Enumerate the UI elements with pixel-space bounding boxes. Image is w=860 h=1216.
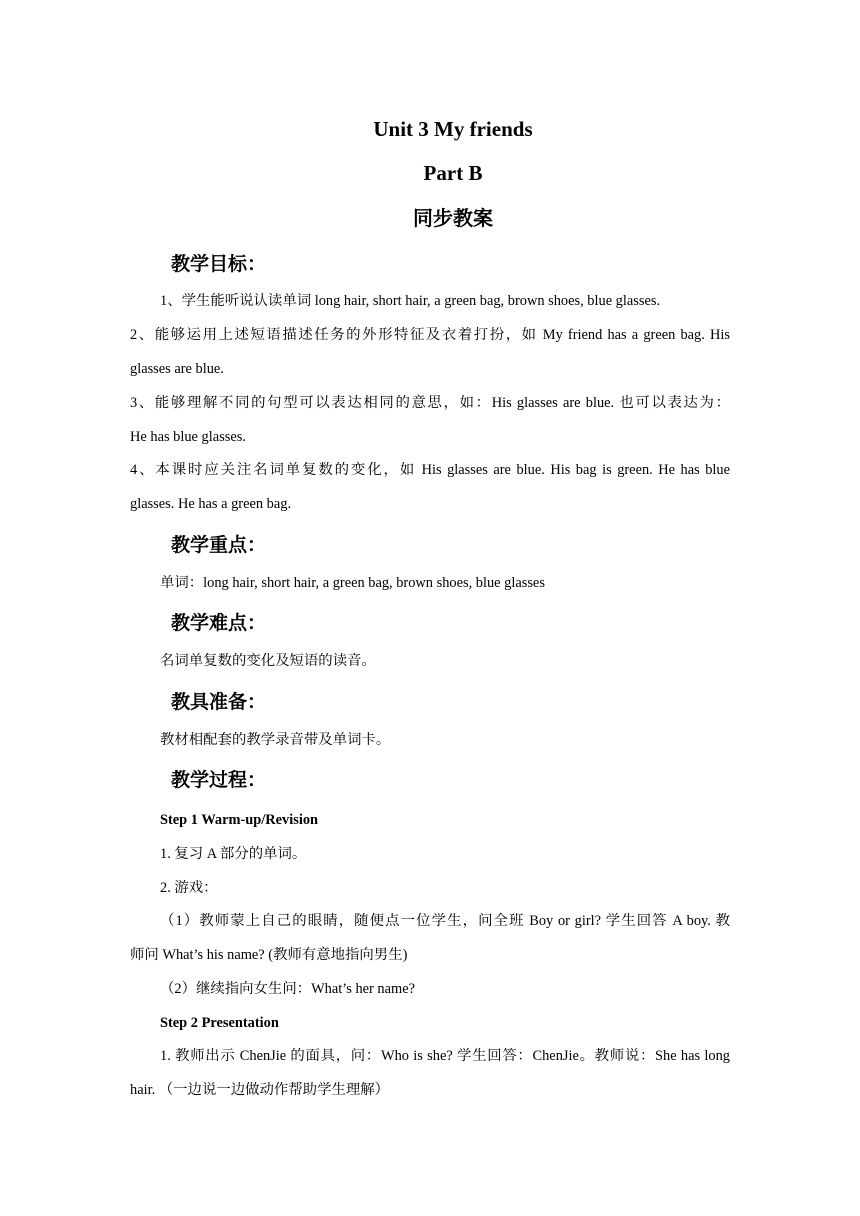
objective-item-4-line-1: 4、本课时应关注名词单复数的变化，如 His glasses are blue. His bag is green. He has blue (130, 462, 730, 478)
objective-item-2-line-1: 2、能够运用上述短语描述任务的外形特征及衣着打扮，如 My friend has a green bag. His (130, 327, 730, 343)
objectives-heading: 教学目标： (171, 253, 267, 275)
objective-item-1: 1、学生能听说认读单词 long hair, short hair, a green bag, brown shoes, blue glasses. (160, 293, 661, 309)
doc-title: Unit 3 My friends (373, 117, 533, 141)
objective-item-2-line-2: glasses are blue. (130, 361, 224, 377)
step-1-title: Step 1 Warm-up/Revision (160, 812, 319, 828)
objective-item-4-line-2: glasses. He has a green bag. (130, 496, 292, 512)
key-points-heading: 教学重点： (171, 534, 267, 556)
step-1-sub-1-line-2: 师问 What’s his name? (教师有意地指向男生) (130, 947, 408, 963)
step-1-item-2: 2. 游戏： (160, 880, 218, 896)
materials-text: 教材相配套的教学录音带及单词卡。 (160, 732, 391, 748)
step-2-title: Step 2 Presentation (160, 1015, 279, 1031)
process-heading: 教学过程： (171, 769, 267, 791)
doc-type-title: 同步教案 (413, 206, 493, 230)
step-2-item-1-line-2: hair. （一边说一边做动作帮助学生理解） (130, 1082, 390, 1098)
difficulties-text: 名词单复数的变化及短语的读音。 (160, 653, 376, 669)
step-2-item-1-line-1: 1. 教师出示 ChenJie 的面具，问：Who is she? 学生回答：ChenJie。教师说：She has long (160, 1048, 730, 1064)
step-1-item-1: 1. 复习 A 部分的单词。 (160, 846, 307, 862)
doc-subtitle: Part B (423, 161, 483, 185)
materials-heading: 教具准备： (171, 691, 267, 713)
objective-item-3-line-1: 3、能够理解不同的句型可以表达相同的意思，如：His glasses are blue. 也可以表达为： (130, 395, 730, 411)
step-1-sub-2: （2）继续指向女生问：What’s her name? (160, 981, 415, 997)
key-points-text: 单词：long hair, short hair, a green bag, brown shoes, blue glasses (160, 575, 545, 591)
objective-item-3-line-2: He has blue glasses. (130, 429, 246, 445)
difficulties-heading: 教学难点： (171, 612, 267, 634)
step-1-sub-1-line-1: （1）教师蒙上自己的眼睛，随便点一位学生，问全班 Boy or girl? 学生回答 A boy. 教 (160, 913, 730, 929)
